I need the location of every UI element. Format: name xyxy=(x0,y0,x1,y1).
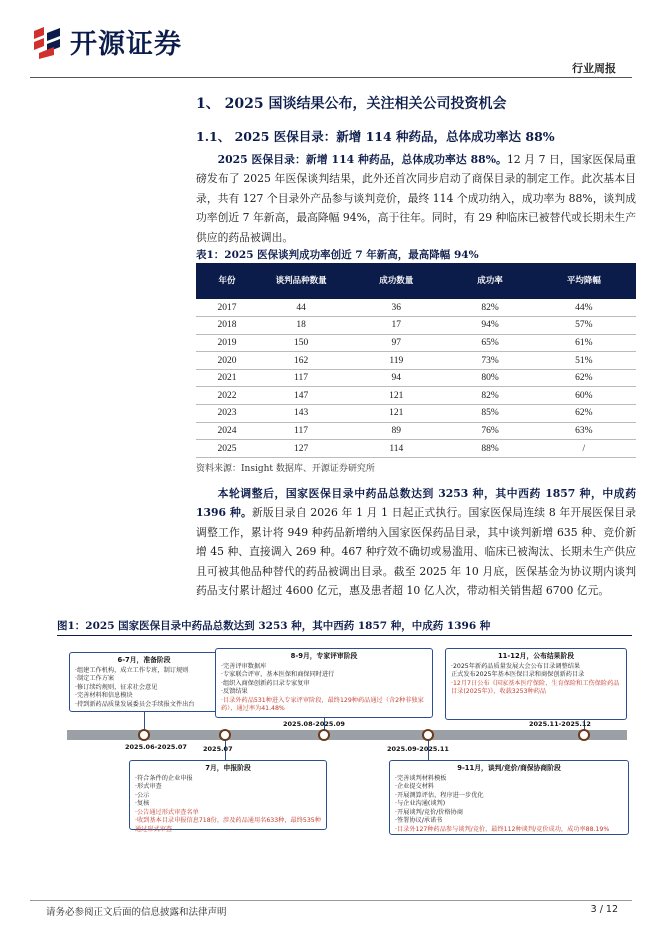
table-cell: 18 xyxy=(258,317,344,335)
stage-item: ·修订续约规则，征求社会意见 xyxy=(75,683,158,691)
stage-items xyxy=(75,667,213,710)
table-cell: 82% xyxy=(448,387,531,405)
report-type-label: 行业周报 xyxy=(572,62,616,75)
stage-items xyxy=(221,663,427,714)
stage-item: ·专家联合评审，基本医保和商保同时进行 xyxy=(221,671,335,678)
table-row xyxy=(196,405,636,423)
table-cell: 114 xyxy=(344,440,448,458)
table-cell: 51% xyxy=(532,352,636,370)
table-cell: 89 xyxy=(344,422,448,440)
table-caption: 表1：2025 医保谈判成功率创近 7 年新高，最高降幅 94% xyxy=(196,249,479,261)
table-cell: 2017 xyxy=(196,299,258,317)
page-number: 3 / 12 xyxy=(590,904,618,915)
col-header-avg-drop: 平均降幅 xyxy=(532,263,636,299)
stage-item: ·签署协议/承诺书 xyxy=(395,817,443,824)
paragraph-intro xyxy=(196,150,636,247)
stage-item: ·完善材料和信息模块 xyxy=(75,692,133,699)
timeline-band xyxy=(67,730,627,740)
figure-divider xyxy=(57,635,632,636)
table-cell: 94% xyxy=(448,317,531,335)
table-cell: 143 xyxy=(258,405,344,423)
stage-title: 8-9月，专家评审阶段 xyxy=(290,652,358,660)
header-divider xyxy=(30,77,632,78)
table-cell: 2020 xyxy=(196,352,258,370)
stage-box-expert-review xyxy=(215,648,433,718)
stage-box-negotiation xyxy=(389,760,629,835)
stage-item: ·形式审查 xyxy=(135,783,162,790)
stage-title: 6-7月，准备阶段 xyxy=(117,656,171,664)
stage-title: 7月，申报阶段 xyxy=(205,764,251,772)
table-cell: 117 xyxy=(258,422,344,440)
subsection-heading: 1.1、 2025 医保目录：新增 114 种药品，总体成功率达 88% xyxy=(196,129,555,144)
stage-items xyxy=(135,775,321,835)
table-cell: 127 xyxy=(258,440,344,458)
table-cell: 119 xyxy=(344,352,448,370)
stage-item: ·完善谈判材料模板 xyxy=(395,774,447,782)
table-cell: 82% xyxy=(448,299,531,317)
table-cell: 2018 xyxy=(196,317,258,335)
table-cell: 36 xyxy=(344,299,448,317)
table-row xyxy=(196,422,636,440)
stage-date: 2025.08-2025.09 xyxy=(283,720,345,728)
table-cell: 63% xyxy=(532,422,636,440)
table-row xyxy=(196,317,636,335)
table-row xyxy=(196,352,636,370)
footer-divider xyxy=(30,900,632,901)
footer-disclaimer: 请务必参阅正文后面的信息披露和法律声明 xyxy=(46,907,227,918)
table-cell: 2025 xyxy=(196,440,258,458)
table-cell: 62% xyxy=(532,369,636,387)
table-cell: 2022 xyxy=(196,387,258,405)
stage-connector xyxy=(144,712,145,730)
stage-item: ·符合条件的企业申报 xyxy=(135,774,193,782)
col-header-year: 年份 xyxy=(196,263,258,299)
table-cell: 73% xyxy=(448,352,531,370)
table-cell: 150 xyxy=(258,334,344,352)
table-cell: 76% xyxy=(448,422,531,440)
stage-item: ·持到新药品质量发展委员会手续报文件出台 xyxy=(75,700,195,708)
negotiation-results-table xyxy=(196,263,636,458)
col-header-success-count: 成功数量 xyxy=(344,263,448,299)
stage-box-results xyxy=(445,648,627,720)
paragraph-intro-lead: 2025 医保目录：新增 114 种药品，总体成功率达 88%。 xyxy=(217,153,507,166)
stage-highlight: ·收到基本目录申报信息718份，涉及药品通用名633种，最终535种通过形式审查 xyxy=(135,817,321,833)
table-row xyxy=(196,299,636,317)
table-cell: 2024 xyxy=(196,422,258,440)
stage-box-prep xyxy=(69,652,219,712)
stage-item: ·组建工作机构，成立工作专班，制订规则 xyxy=(75,666,189,674)
table-cell: 94 xyxy=(344,369,448,387)
table-cell: 162 xyxy=(258,352,344,370)
stage-item: ·制定工作方案 xyxy=(75,675,115,682)
section-heading: 1、 2025 国谈结果公布，关注相关公司投资机会 xyxy=(196,96,507,112)
stage-item: ·2025年新药品质量发展大会公布目录调整结果 xyxy=(451,662,581,670)
col-header-negotiated: 谈判品种数量 xyxy=(258,263,344,299)
stage-date: 2025.11-2025.12 xyxy=(529,720,591,728)
table-cell: 88% xyxy=(448,440,531,458)
stage-items xyxy=(451,663,621,697)
table-cell: 147 xyxy=(258,387,344,405)
col-header-success-rate: 成功率 xyxy=(448,263,531,299)
stage-item: ·与企业沟通(谈判) xyxy=(395,800,446,807)
table-cell: 60% xyxy=(532,387,636,405)
table-cell: 17 xyxy=(344,317,448,335)
stage-title: 11-12月，公布结果阶段 xyxy=(497,652,575,660)
timeline-pin xyxy=(138,729,150,741)
logo-mark-icon xyxy=(30,25,64,59)
table-header-row xyxy=(196,263,636,299)
stage-date: 2025.09-2025.11 xyxy=(387,745,449,753)
paragraph-intro-body: 12 月 7 日，国家医保局重磅发布了 2025 年医保谈判结果，此外还首次同步启动了商保目录的制定工作。此次基本目录，共有 127 个目录外产品参与谈判竞价，最终 114 个成功纳入，成功率为 88%，谈判成功率创近 7 年新高，最高降幅 94%，高于往年。同时，有 29 种临床已被替代或长期未生产供应的药品被调出。 xyxy=(196,153,637,244)
company-logo xyxy=(30,22,182,61)
timeline-pin xyxy=(422,729,434,741)
timeline-figure xyxy=(57,640,632,855)
table-cell: 44 xyxy=(258,299,344,317)
table-cell: 2021 xyxy=(196,369,258,387)
table-cell: 57% xyxy=(532,317,636,335)
table-row xyxy=(196,334,636,352)
stage-item: 正式发布2025年基本医保目录和商保创新药目录 xyxy=(451,671,585,678)
stage-items xyxy=(395,775,623,835)
figure-caption: 图1：2025 国家医保目录中药品总数达到 3253 种，其中西药 1857 种，中成药 1396 种 xyxy=(57,620,491,632)
table-source: 资料来源：Insight 数据库、开源证券研究所 xyxy=(196,464,375,474)
table-cell: 65% xyxy=(448,334,531,352)
table-row xyxy=(196,440,636,458)
table-cell: 2023 xyxy=(196,405,258,423)
timeline-pin xyxy=(318,729,330,741)
stage-item: ·复核 xyxy=(135,800,150,807)
stage-highlight: ·目录外127种药品参与谈判/竞价，最终112种谈判/竞价成功，成功率88.19% xyxy=(395,825,610,833)
stage-date: 2025.06-2025.07 xyxy=(125,743,187,751)
table-row xyxy=(196,369,636,387)
stage-item: ·公示 xyxy=(135,791,150,799)
stage-item: ·开展谈判/竞价/价格协商 xyxy=(395,808,464,816)
stage-item: ·组织入商保创新药目录专家复审 xyxy=(221,679,310,687)
table-cell: 85% xyxy=(448,405,531,423)
table-cell: 121 xyxy=(344,387,448,405)
stage-item: ·完善评审数据库 xyxy=(221,662,267,670)
table-cell: 80% xyxy=(448,369,531,387)
stage-title: 9-11月，谈判/竞价/商保协商阶段 xyxy=(457,764,561,772)
table-cell: 44% xyxy=(532,299,636,317)
stage-item: ·开展测算评估，程序进一步优化 xyxy=(395,791,484,799)
stage-date: 2025.07 xyxy=(203,745,233,753)
stage-box-application xyxy=(129,760,327,833)
table-cell: 117 xyxy=(258,369,344,387)
timeline-pin xyxy=(578,729,590,741)
paragraph-summary-body: 新版目录自 2026 年 1 月 1 日起正式执行。国家医保局连续 8 年开展医保目录调整工作，累计将 949 种药品新增纳入国家医保药品目录，其中谈判新增 635 种、竞价新增 45 种、直接调入 269 种。467 种疗效不确切或易滥用、临床已被淘汰、长期未生产供应且可被其他品种替代的药品被调出目录。截至 2025 年 10 月底，医保基金为协议期内谈判药品支付累计超过 4600 亿元，惠及患者超 10 亿人次，带动相关销售超 6700 亿元。 xyxy=(196,506,636,598)
page-header xyxy=(0,0,662,80)
paragraph-summary-lead: 本轮调整后，国家医保目录中药品总数达到 3253 种，其中西药 1857 种，中成药 1396 种。 xyxy=(196,487,636,520)
table-cell: / xyxy=(532,440,636,458)
table-cell: 121 xyxy=(344,405,448,423)
timeline-pin xyxy=(219,729,231,741)
paragraph-summary xyxy=(196,484,636,600)
stage-item: ·反馈结果 xyxy=(221,688,248,695)
table-cell: 62% xyxy=(532,405,636,423)
stage-highlight: ·公告通过形式审查名单 xyxy=(135,808,199,816)
table-cell: 2019 xyxy=(196,334,258,352)
table-cell: 61% xyxy=(532,334,636,352)
table-cell: 97 xyxy=(344,334,448,352)
stage-highlight: ·12月7日公布《国家基本医疗保险、生育保险和工伤保险药品目录(2025年)》，收载3253种药品 xyxy=(451,679,620,695)
table-row xyxy=(196,387,636,405)
logo-text: 开源证券 xyxy=(70,29,182,60)
stage-highlight: ·目录外药品531种进入专家评审阶段，最终129种药品通过（含2种非独家药），通过率为41.48% xyxy=(221,696,424,712)
stage-item: ·企业提交材料 xyxy=(395,783,435,790)
